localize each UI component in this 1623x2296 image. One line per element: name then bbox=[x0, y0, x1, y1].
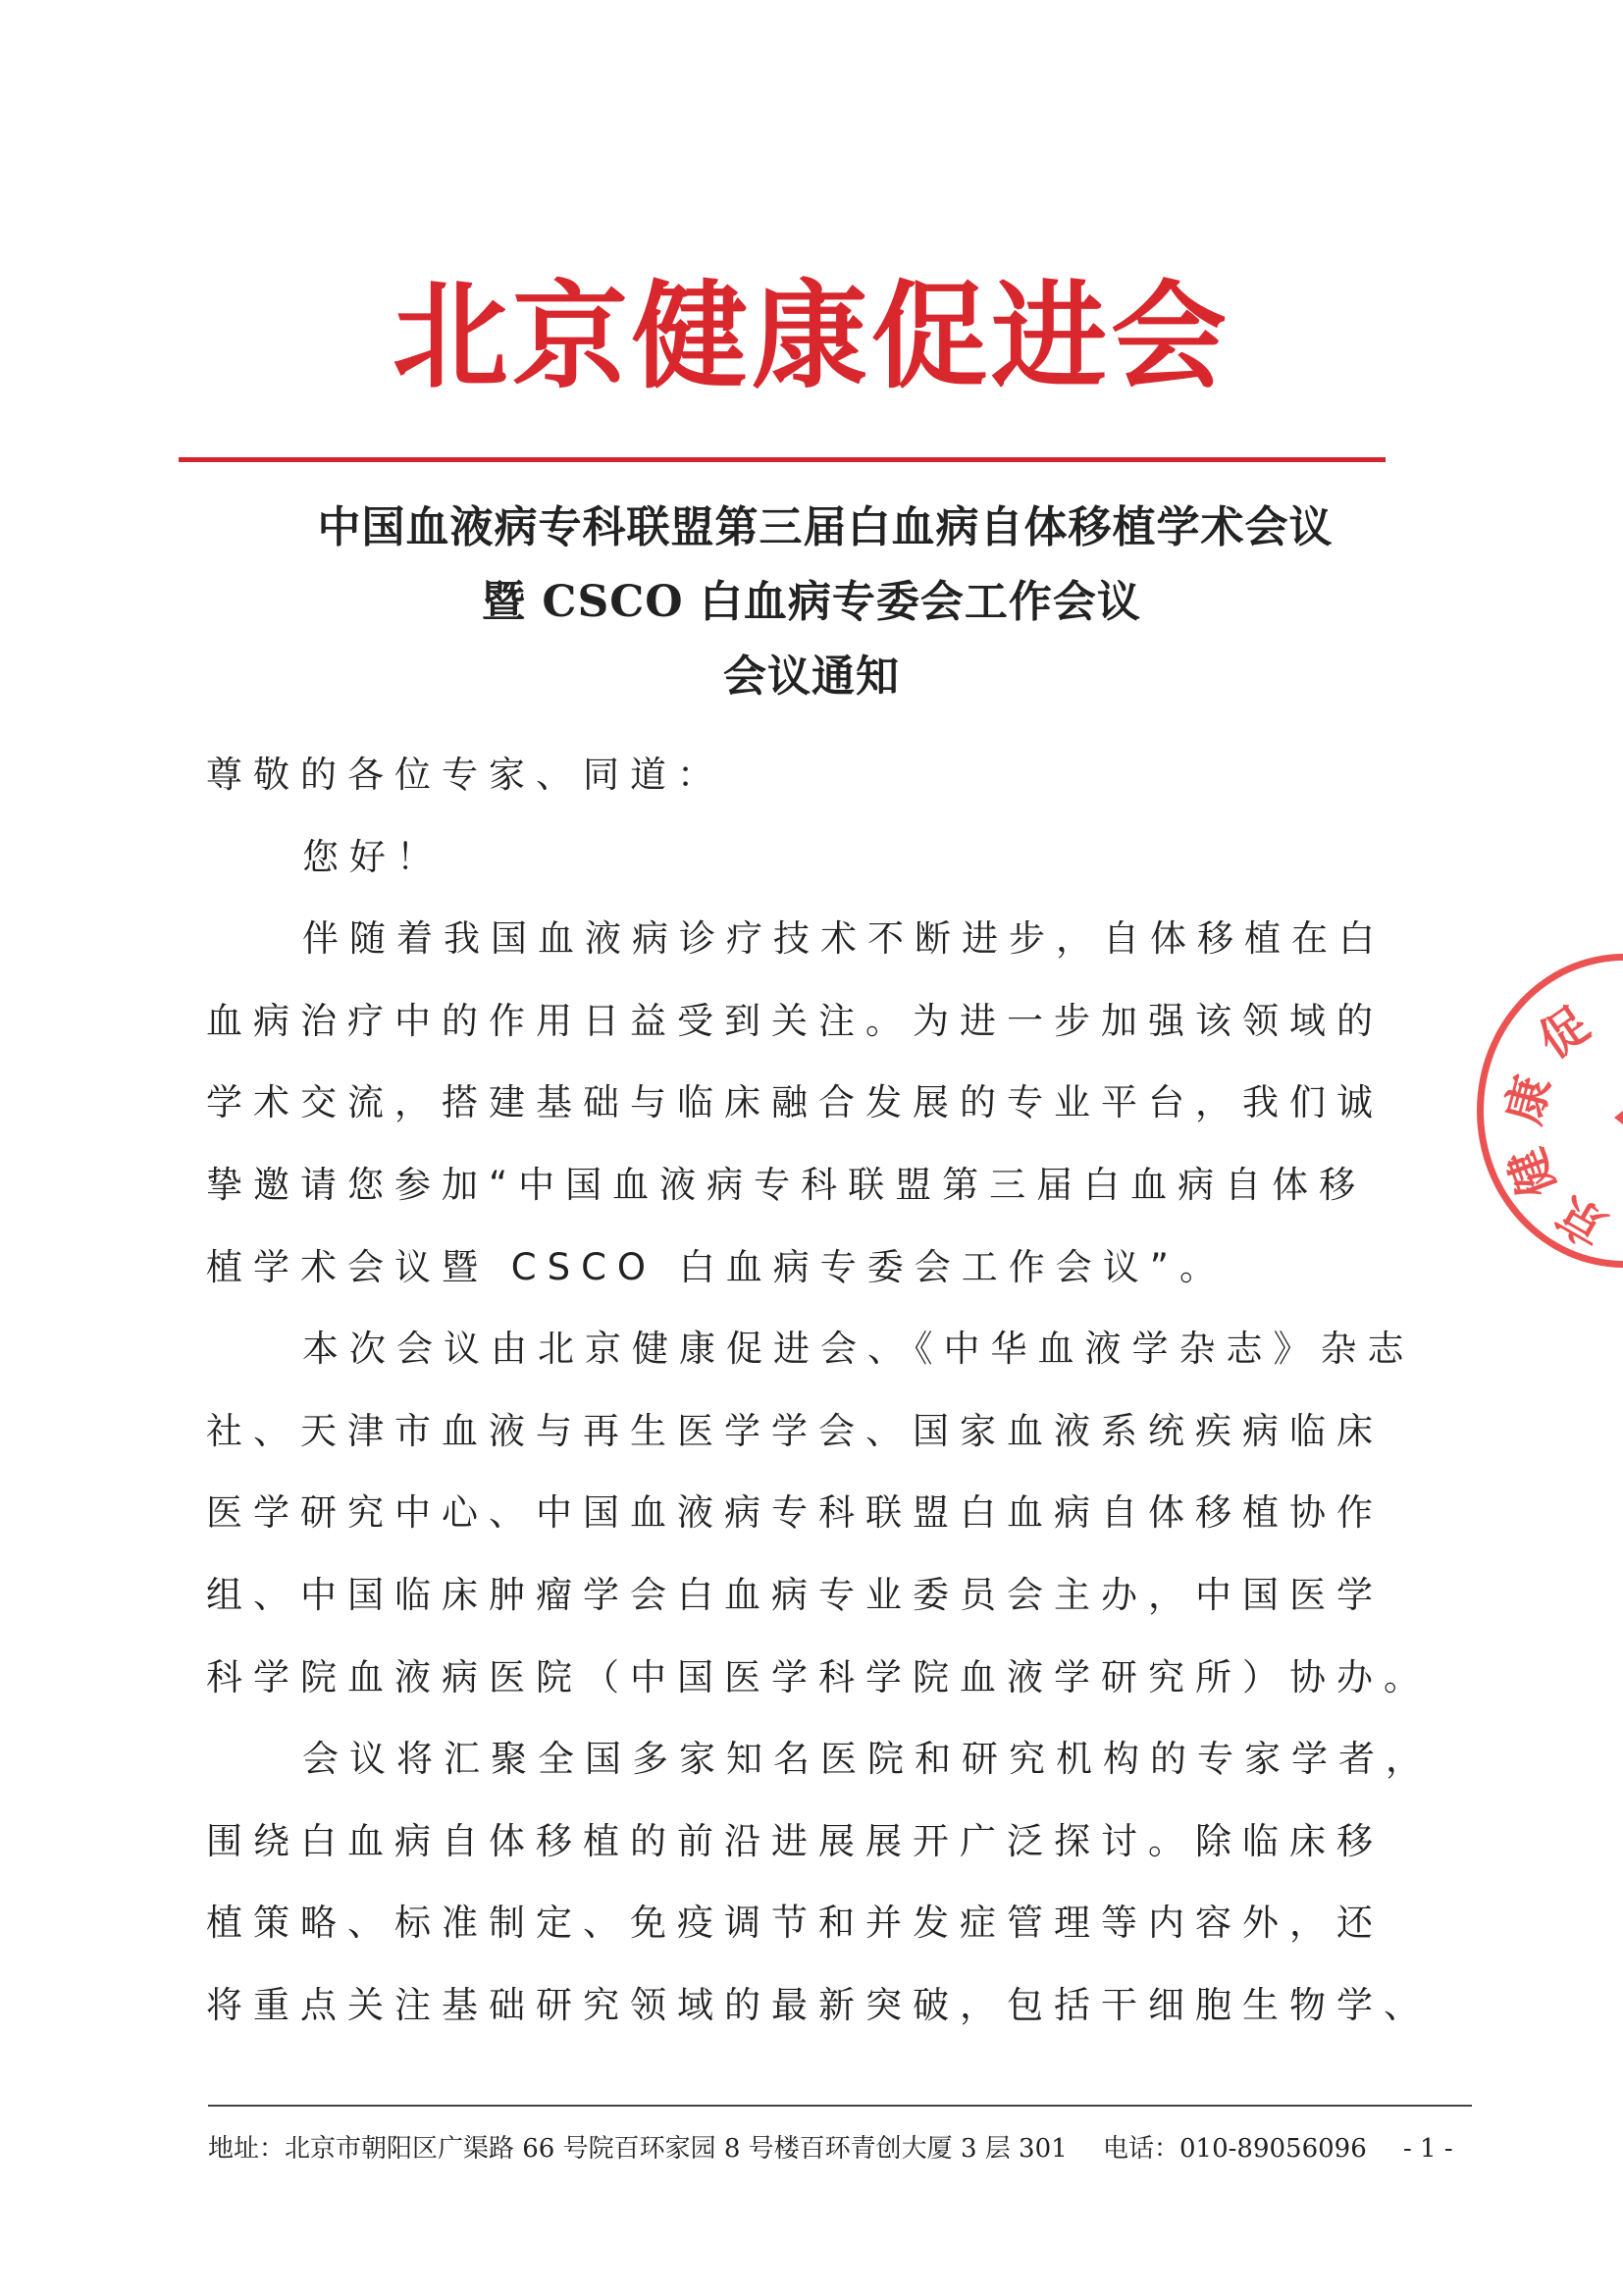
footer-address: 地址：北京市朝阳区广渠路 66 号院百环家园 8 号楼百环青创大厦 3 层 301 bbox=[208, 2134, 1068, 2164]
title-line-1: 中国血液病专科联盟第三届白血病自体移植学术会议 bbox=[317, 502, 1334, 552]
seal-char: 京 bbox=[1547, 1183, 1616, 1256]
title-line-3: 会议通知 bbox=[723, 652, 900, 702]
body-line: 学术交流，搭建基础与临床融合发展的专业平台，我们诚 bbox=[206, 1081, 1384, 1124]
seal-char: 康 bbox=[1495, 1070, 1562, 1130]
salutation: 尊敬的各位专家、同道： bbox=[206, 754, 724, 796]
footer-rule bbox=[208, 2105, 1472, 2107]
body-line: 医学研究中心、中国血液病专科联盟白血病自体移植协作 bbox=[206, 1491, 1384, 1535]
letter-body bbox=[206, 734, 1442, 2047]
body-line: 植策略、标准制定、免疫调节和并发症管理等内容外，还 bbox=[206, 1902, 1384, 1945]
seal-char: 健 bbox=[1498, 1140, 1567, 1205]
seal-char: 促 bbox=[1529, 997, 1599, 1070]
page-number: - 1 - bbox=[1403, 2134, 1453, 2164]
letterhead-red-rule bbox=[179, 457, 1386, 462]
footer-phone: 电话：010-89056096 bbox=[1103, 2134, 1367, 2164]
body-line: 组、中国临床肿瘤学会白血病专业委员会主办，中国医学 bbox=[206, 1573, 1384, 1616]
body-line: 科学院血液病医院（中国医学科学院血液学研究所）协办。 bbox=[206, 1655, 1431, 1698]
title-line-2: 暨 CSCO 白血病专委会工作会议 bbox=[482, 577, 1141, 627]
document-title bbox=[0, 491, 1623, 714]
seal-star-icon bbox=[1614, 1096, 1623, 1139]
official-seal-stamp bbox=[1477, 954, 1623, 1268]
body-line: 挚邀请您参加“中国血液病专科联盟第三届白血病自体移 bbox=[206, 1163, 1367, 1206]
body-line: 会议将汇聚全国多家知名医院和研究机构的专家学者， bbox=[302, 1738, 1433, 1781]
body-line: 社、天津市血液与再生医学学会、国家血液系统疾病临床 bbox=[206, 1409, 1384, 1452]
letterhead-organization-name: 北京健康促进会 bbox=[392, 269, 1230, 404]
body-line: 植学术会议暨 CSCO 白血病专委会工作会议”。 bbox=[206, 1245, 1227, 1288]
body-line: 本次会议由北京健康促进会、《中华血液学杂志》杂志 bbox=[302, 1328, 1415, 1371]
body-line: 围绕白血病自体移植的前沿进展展开广泛探讨。除临床移 bbox=[206, 1819, 1384, 1862]
greeting: 您好！ bbox=[302, 835, 444, 878]
body-line: 将重点关注基础研究领域的最新突破，包括干细胞生物学、 bbox=[206, 1983, 1431, 2026]
body-line: 血病治疗中的作用日益受到关注。为进一步加强该领域的 bbox=[206, 999, 1384, 1042]
body-line: 伴随着我国血液病诊疗技术不断进步，自体移植在白 bbox=[302, 917, 1386, 961]
